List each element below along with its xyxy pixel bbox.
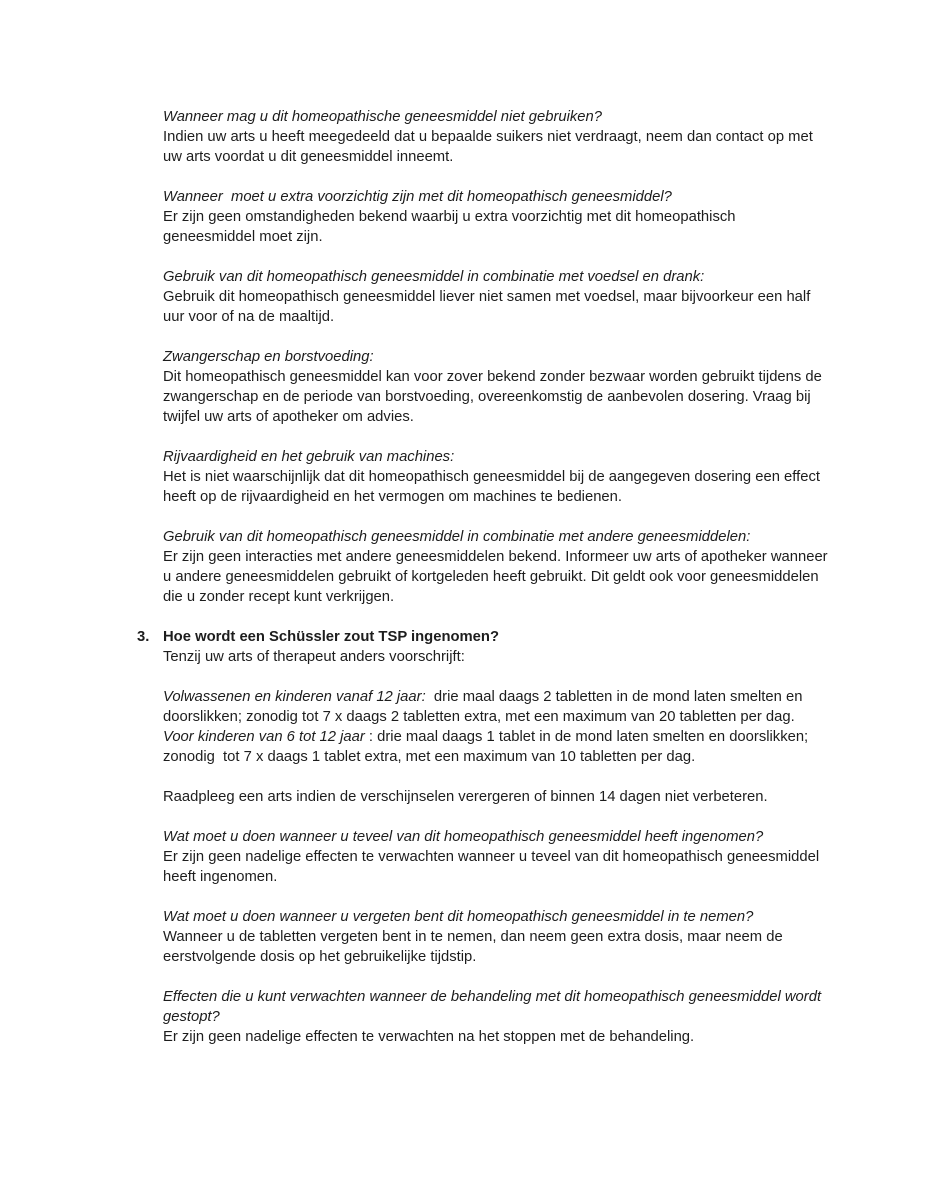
section-body: Het is niet waarschijnlijk dat dit homeopathisch geneesmiddel bij de aangegeven dosering een effect heeft op de rijvaardigheid en het vermogen om machines te bedienen.: [163, 469, 825, 505]
qa-section-other-medicines: [163, 527, 832, 607]
section-body: Dit homeopathisch geneesmiddel kan voor zover bekend zonder bezwaar worden gebruikt tijdens de zwangerschap en de periode van borstvoeding, overeenkomstig de aanbevolen dosering. Vraag bij twijfel uw arts of apotheker om advies.: [163, 369, 826, 425]
section-heading: Gebruik van dit homeopathisch geneesmiddel in combinatie met voedsel en drank:: [163, 269, 705, 285]
section-heading: Gebruik van dit homeopathisch geneesmiddel in combinatie met andere geneesmiddelen:: [163, 529, 751, 545]
dosage-adults-label: Volwassenen en kinderen vanaf 12 jaar:: [163, 689, 426, 705]
advice-text: Raadpleeg een arts indien de verschijnselen verergeren of binnen 14 dagen niet verbeteren.: [163, 789, 768, 805]
qa-section-food-drink: [163, 267, 829, 327]
numbered-section-title: Hoe wordt een Schüssler zout TSP ingenomen?: [163, 629, 499, 645]
section-body: Er zijn geen omstandigheden bekend waarbij u extra voorzichtig met dit homeopathisch geneesmiddel moet zijn.: [163, 209, 740, 245]
qa-section-not-use: [163, 107, 829, 167]
numbered-section-heading: [137, 627, 829, 647]
qa-section-pregnancy: [163, 347, 829, 427]
qa-section-extra-caution: [163, 187, 829, 247]
section-body: Er zijn geen interacties met andere geneesmiddelen bekend. Informeer uw arts of apotheker wanneer u andere geneesmiddelen gebruikt of kortgeleden heeft gebruikt. Dit geldt ook voor geneesmiddelen die u zonder recept kunt verkrijgen.: [163, 549, 832, 605]
qa-section-overdose: [163, 827, 829, 887]
dosage-adults-line: [163, 687, 829, 727]
advice-paragraph: [163, 787, 829, 807]
qa-section-stop-treatment: [163, 987, 829, 1047]
section-body: Er zijn geen nadelige effecten te verwachten wanneer u teveel van dit homeopathisch geneesmiddel heeft ingenomen.: [163, 849, 824, 885]
dosage-children-text: : drie maal daags 1 tablet in de mond laten smelten en doorslikken; zonodig tot 7 x daags 1 tablet extra, met een maximum van 10 tabletten per dag.: [163, 729, 813, 765]
section-heading: Wat moet u doen wanneer u vergeten bent dit homeopathisch geneesmiddel in te nemen?: [163, 909, 754, 925]
section-heading: Zwangerschap en borstvoeding:: [163, 349, 374, 365]
qa-section-forgotten-dose: [163, 907, 829, 967]
section-heading: Effecten die u kunt verwachten wanneer de behandeling met dit homeopathisch geneesmiddel wordt gestopt?: [163, 989, 826, 1025]
section-heading: Wat moet u doen wanneer u teveel van dit homeopathisch geneesmiddel heeft ingenomen?: [163, 829, 764, 845]
dosage-children-label: Voor kinderen van 6 tot 12 jaar: [163, 729, 365, 745]
numbered-section-intro: Tenzij uw arts of therapeut anders voorschrijft:: [163, 649, 465, 665]
section-body: Indien uw arts u heeft meegedeeld dat u bepaalde suikers niet verdraagt, neem dan contact op met uw arts voordat u dit geneesmiddel inneemt.: [163, 129, 817, 165]
section-heading: Wanneer mag u dit homeopathische geneesmiddel niet gebruiken?: [163, 109, 602, 125]
dosage-children-line: [163, 727, 829, 767]
section-body: Gebruik dit homeopathisch geneesmiddel liever niet samen met voedsel, maar bijvoorkeur een half uur voor of na de maaltijd.: [163, 289, 815, 325]
dosage-adults-text: drie maal daags 2 tabletten in de mond laten smelten en doorslikken; zonodig tot 7 x daags 2 tabletten extra, met een maximum van 20 tabletten per dag.: [163, 689, 807, 725]
section-body: Wanneer u de tabletten vergeten bent in te nemen, dan neem geen extra dosis, maar neem de eerstvolgende dosis op het gebruikelijke tijdstip.: [163, 929, 787, 965]
qa-section-driving: [163, 447, 829, 507]
section-body: Er zijn geen nadelige effecten te verwachten na het stoppen met de behandeling.: [163, 1029, 695, 1045]
section-heading: Rijvaardigheid en het gebruik van machines:: [163, 449, 455, 465]
dosage-paragraph: [163, 687, 829, 767]
numbered-section-how-to-take: [137, 627, 829, 667]
section-heading: Wanneer moet u extra voorzichtig zijn met dit homeopathisch geneesmiddel?: [163, 189, 672, 205]
section-number: 3.: [137, 629, 150, 645]
